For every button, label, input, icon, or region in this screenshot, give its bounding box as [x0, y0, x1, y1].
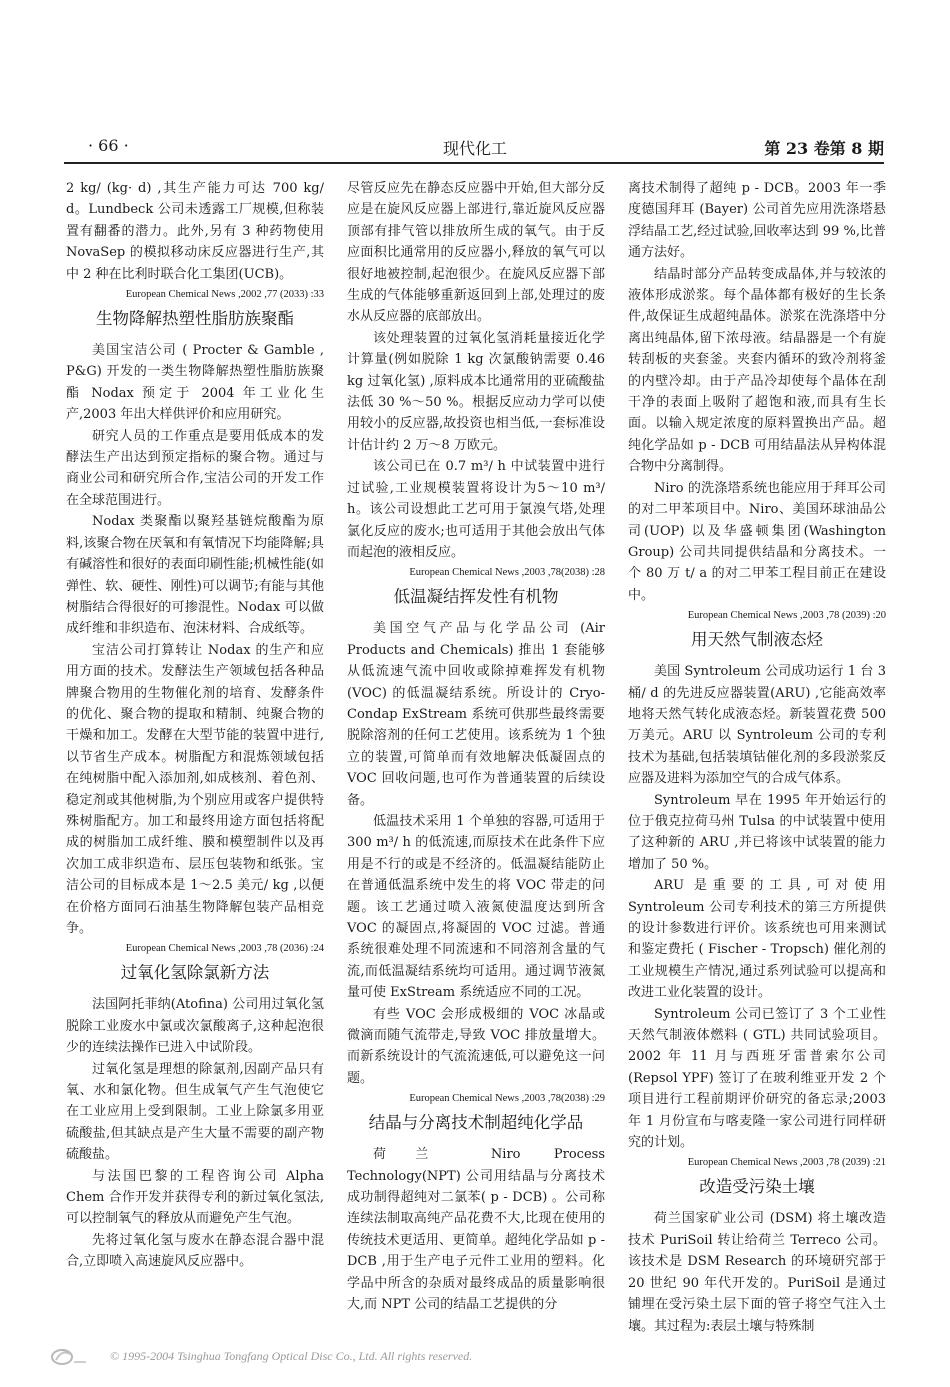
copyright-notice: © 1995-2004 Tsinghua Tongfang Optical Disc Co., Ltd. All rights reserved. [110, 1349, 473, 1363]
body-paragraph: 荷兰国家矿业公司 (DSM) 将土壤改造技术 PuriSoil 转让给荷兰 Terreco 公司。该技术是 DSM Research 的环境研究部于 20 世纪 90 年代开发的。PuriSoil 是通过铺埋在受污染土层下面的管子将空气注入土壤。其过程为:表层土壤与特殊制 [628, 1211, 886, 1334]
body-paragraph: 美国 Syntroleum 公司成功运行 1 台 3 桶/ d 的先进反应器装置(ARU) ,它能高效率地将天然气转化成液态烃。新装置花费 500 万美元。ARU 以 Syntroleum 公司的专利技术为基础,包括装填钴催化剂的多段淤浆反应器及进料为添加空气的合成气体系。 [628, 664, 886, 787]
article-title: 低温凝结挥发性有机物 [393, 587, 559, 607]
body-paragraph: 有些 VOC 会形成极细的 VOC 冰晶或微滴而随气流带走,导致 VOC 排放量增大。而新系统设计的气流流速低,可以避免这一问题。 [347, 1006, 605, 1086]
body-paragraph: 该处理装置的过氧化氢消耗量接近化学计算量(例如脱除 1 kg 次氯酸钠需要 0.46 kg 过氧化氢) ,原料成本比通常用的亚硫酸盐法低 30 %～50 %。根据反应动力学可以使用较小的反应器,故投资也相当低,一套标准设计估计约 2 万～8 万欧元。 [347, 330, 605, 453]
body-paragraph: 荷兰 Niro Process Technology(NPT) 公司用结晶与分离技术成功制得超纯对二氯苯( p - DCB) 。公司称连续法制取高纯产品花费不大,比现在使用的传统技术更适用、更简单。超纯化学品如 p - DCB ,用于生产电子元件工业用的塑料。化学品中所含的杂质对最终成品的质量影响很大,而 NPT 公司的结晶工艺提供的分 [347, 1147, 605, 1313]
source-citation: European Chemical News ,2003 ,78 (2039) :21 [687, 1157, 886, 1169]
body-paragraph: 先将过氧化氢与废水在静态混合器中混合,立即喷入高速旋风反应器中。 [66, 1232, 324, 1270]
header-rule [64, 162, 884, 164]
body-paragraph: 美国宝洁公司 ( Procter & Gamble , P&G) 开发的一类生物降解热塑性脂肪族聚酯 Nodax 预定于 2004 年工业化生产,2003 年出大样供评价和应用研究。 [66, 343, 324, 423]
journal-title: 现代化工 [442, 139, 507, 158]
source-citation: European Chemical News ,2003 ,78(2038) :28 [409, 567, 605, 579]
page-number: · 66 · [88, 136, 129, 155]
body-paragraph: 该公司已在 0.7 m³/ h 中试装置中进行过试验,工业规模装置将设计为5～10 m³/ h。该公司设想此工艺可用于氯溴气塔,处理氯化反应的废水;也可适用于其他会放出气体而起泡的液相反应。 [347, 459, 605, 560]
article-title: 生物降解热塑性脂肪族聚酯 [96, 309, 294, 329]
source-citation: European Chemical News ,2003 ,78 (2036) :24 [125, 943, 324, 955]
column-left [66, 178, 324, 1273]
article-title: 过氧化氢除氯新方法 [120, 963, 270, 983]
article-title: 改造受污染土壤 [699, 1177, 815, 1197]
body-paragraph: 法国阿托菲纳(Atofina) 公司用过氧化氢脱除工业废水中氯或次氯酸离子,这种起泡很少的连续法操作已进入中试阶段。 [66, 997, 324, 1056]
body-paragraph: 离技术制得了超纯 p - DCB。2003 年一季度德国拜耳 (Bayer) 公司首先应用洗涤塔悬浮结晶工艺,经过试验,回收率达到 99 %,比普通方法好。 [628, 181, 886, 261]
source-citation: European Chemical News ,2002 ,77 (2033) :33 [125, 289, 324, 301]
cnki-logo-icon [48, 1346, 88, 1368]
body-paragraph: 研究人员的工作重点是要用低成本的发酵法生产出达到预定指标的聚合物。通过与商业公司和研究所合作,宝洁公司的开发工作在全球范围进行。 [66, 428, 324, 508]
body-paragraph: 尽管反应先在静态反应器中开始,但大部分反应是在旋风反应器上部进行,靠近旋风反应器顶部有排气管以排放所生成的氧气。由于反应面积比通常用的反应器小,释放的氧气可以很好地被控制,起泡很少。在旋风反应器下部生成的气体能够重新返回到上部,处理过的废水从反应器的底部放出。 [347, 181, 605, 325]
body-paragraph: Syntroleum 公司已签订了 3 个工业性天然气制液体燃料 ( GTL) 共同试验项目。2002 年 11 月与西班牙雷普索尔公司(Repsol YPF) 签订了在玻利维亚开发 2 个项目进行工程前期评价研究的备忘录;2003 年 1 月份宣布与喀麦隆一家公司进行同样研究的计划。 [628, 1006, 886, 1151]
body-paragraph: ARU 是重要的工具,可对使用 Syntroleum 公司专利技术的第三方所提供的设计参数进行评价。该系统也可用来测试和鉴定费托 ( Fischer - Tropsch) 催化剂的工业规模生产情况,通过系列试验可以提高和改进工业化装置的设计。 [628, 878, 886, 1001]
column-middle [347, 178, 605, 1316]
source-citation: European Chemical News ,2003 ,78(2038) :29 [409, 1093, 605, 1105]
body-paragraph: 2 kg/ (kg· d) ,其生产能力可达 700 kg/ d。Lundbeck 公司未透露工厂规模,但称装置有翻番的潜力。此外,另有 3 种药物使用 NovaSep 的模拟移动床反应器进行生产,其中 2 种在比利时联合化工集团(UCB)。 [66, 181, 324, 282]
source-citation: European Chemical News ,2003 ,78 (2039) :20 [687, 610, 886, 622]
body-paragraph: Nodax 类聚酯以聚羟基链烷酸酯为原料,该聚合物在厌氧和有氧情况下均能降解;具有碱溶性和很好的表面印刷性能;机械性能(如弹性、软、硬性、刚性)可以调节;有能与其他树脂结合得很好的可掺混性。Nodax 可以做成纤维和非织造布、泡沫材料、合成纸等。 [66, 514, 324, 637]
column-right [628, 178, 886, 1337]
issue-label: 第 23 卷第 8 期 [764, 139, 884, 158]
body-paragraph: 与法国巴黎的工程咨询公司 Alpha Chem 合作开发并获得专利的新过氧化氢法,可以控制氧气的释放从而避免产生气泡。 [66, 1168, 324, 1227]
body-paragraph: 低温技术采用 1 个单独的容器,可适用于 300 m³/ h 的低流速,而原技术在此条件下应用是不行的或是不经济的。低温凝结能防止在普通低温系统中发生的将 VOC 带走的问题。该工艺通过喷入液氮使温度达到所含 VOC 的凝固点,将凝固的 VOC 过滤。普通系统很难处理不同流速和不同溶剂含量的气流,而低温凝结系统均可适用。通过调节液氮量可使 ExStream 系统适应不同的工况。 [347, 813, 605, 1001]
body-paragraph: 宝洁公司打算转让 Nodax 的生产和应用方面的技术。发酵法生产领域包括各种品牌聚合物用的生物催化剂的培育、发酵条件的优化、聚合物的提取和精制、纯聚合物的干燥和加工。发酵在大型节能的装置中进行,以节省生产成本。树脂配方和混炼领域包括在纯树脂中配入添加剂,如成核剂、着色剂、稳定剂或其他树脂,为个别应用或客户提供特殊树脂配方。加工和最终用途方面包括将配成的树脂加工成纤维、膜和模塑制件以及再次加工成非织造布、层压包装物和纸张。宝洁公司的目标成本是 1～2.5 美元/ kg ,以便在价格方面同石油基生物降解包装产品相竞争。 [66, 642, 324, 936]
article-title: 用天然气制液态烃 [691, 630, 823, 650]
body-paragraph: 美国空气产品与化学品公司 (Air Products and Chemicals) 推出 1 套能够从低流速气流中回收或除掉难挥发有机物(VOC) 的低温凝结系统。所设计的 Cryo-Condap ExStream 系统可供那些最终需要脱除溶剂的任何工艺使用。该系统为 1 个独立的装置,可简单而有效地解决低凝固点的 VOC 回收问题,也可作为普通装置的后续设备。 [347, 621, 605, 808]
footer [48, 1346, 908, 1368]
body-paragraph: Syntroleum 早在 1995 年开始运行的位于俄克拉荷马州 Tulsa 的中试装置中使用了这种新的 ARU ,并已将该中试装置的能力增加了 50 %。 [628, 792, 886, 872]
article-title: 结晶与分离技术制超纯化学品 [368, 1113, 584, 1133]
body-paragraph: 过氧化氢是理想的除氯剂,因副产品只有氧、水和氯化物。但生成氧气产生气泡使它在工业应用上受到限制。工业上除氯多用亚硫酸盐,但其缺点是产生大量不需要的副产物硫酸盐。 [66, 1061, 324, 1163]
body-paragraph: 结晶时部分产品转变成晶体,并与较浓的液体形成淤浆。每个晶体都有极好的生长条件,故保证生成超纯晶体。淤浆在洗涤塔中分离出纯晶体,留下浓母液。结晶器是一个有旋转刮板的夹套釜。夹套内循环的致冷剂将釜的内壁冷却。由于产品冷却使每个晶体在刮干净的表面上吸附了超饱和液,而具有生长面。以输入规定浓度的原料置换出产品。超纯化学品如 p - DCB 可用结晶法从异构体混合物中分离制得。 [628, 266, 886, 475]
body-paragraph: Niro 的洗涤塔系统也能应用于拜耳公司的对二甲苯项目中。Niro、美国环球油品公司(UOP) 以及华盛顿集团(Washington Group) 公司共同提供结晶和分离技术。一个 80 万 t/ a 的对二甲苯工程目前正在建设中。 [628, 480, 886, 603]
